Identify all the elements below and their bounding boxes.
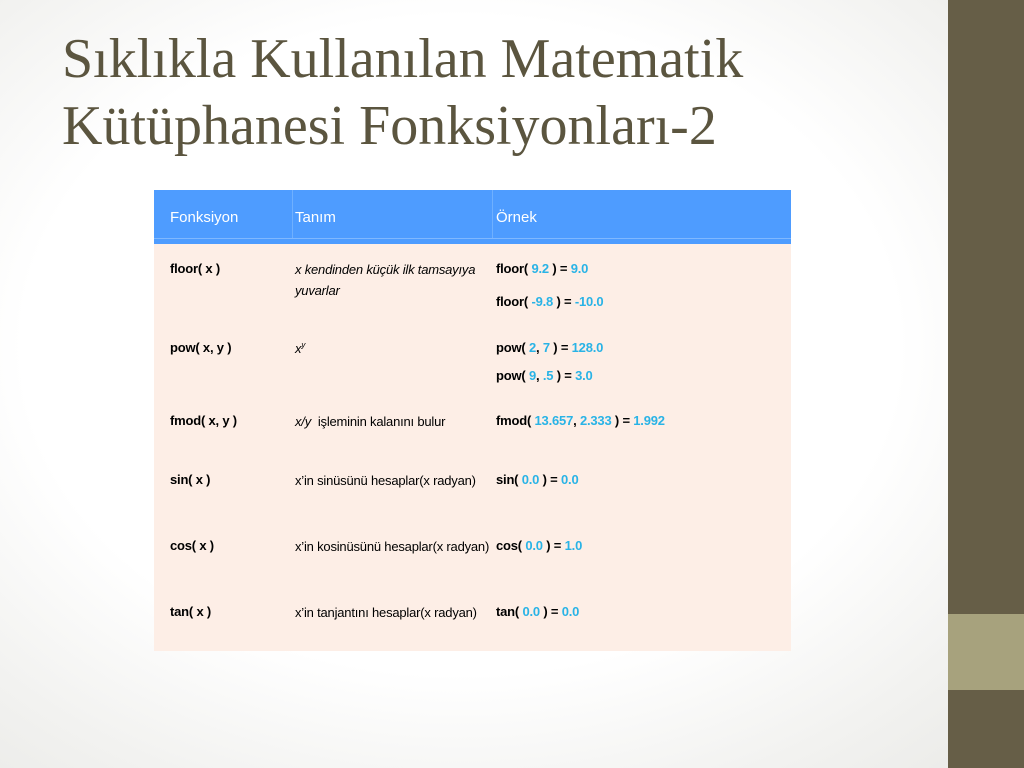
header-tanim: Tanım (295, 209, 336, 226)
header-bottom-line (154, 238, 791, 239)
example-equals: ) = (546, 538, 562, 553)
example-arg: 0.0 (525, 538, 543, 553)
example-equals: ) = (556, 368, 572, 383)
function-name: sin( x ) (170, 472, 211, 487)
slide-title (62, 26, 942, 160)
example-arg: 9.2 (531, 261, 549, 276)
example-arg: 7 (542, 340, 550, 355)
function-name: floor( x ) (170, 261, 220, 276)
math-functions-table (154, 190, 791, 651)
function-name: tan( x ) (170, 604, 212, 619)
function-description (295, 338, 490, 359)
example-prefix: floor( (496, 294, 529, 309)
example-equals: ) = (553, 340, 569, 355)
example-result: 1.0 (564, 538, 583, 553)
example-result: 0.0 (561, 604, 580, 619)
example-arg: .5 (542, 368, 554, 383)
function-name: fmod( x, y ) (170, 413, 237, 428)
example-prefix: floor( (496, 261, 529, 276)
example-arg: -9.8 (531, 294, 554, 309)
power-exponent: y (301, 340, 306, 350)
example-result: 1.992 (633, 413, 665, 428)
description-variable: x/y (295, 414, 312, 429)
example-prefix: pow( (496, 368, 526, 383)
description-text: işleminin kalanını bulur (317, 414, 446, 429)
example-comma: , (535, 368, 540, 383)
example-1 (496, 260, 588, 278)
example-1 (496, 339, 603, 357)
example-arg: 9 (528, 368, 536, 383)
header-fonksiyon: Fonksiyon (170, 209, 239, 226)
example-equals: ) = (543, 604, 559, 619)
example-prefix: fmod( (496, 413, 532, 428)
table-header (154, 190, 791, 244)
function-name: cos( x ) (170, 538, 214, 553)
example-arg: 0.0 (522, 604, 540, 619)
example-equals: ) = (552, 261, 568, 276)
example-arg: 0.0 (521, 472, 540, 487)
function-description: x’in sinüsünü hesaplar(x radyan) (295, 473, 476, 488)
example-comma: , (535, 340, 540, 355)
example-1 (496, 603, 579, 621)
example-comma: , (573, 413, 577, 428)
example-arg: 13.657 (534, 413, 574, 428)
function-description (295, 411, 490, 432)
example-result: 128.0 (571, 340, 604, 355)
example-1 (496, 471, 578, 489)
example-result: 0.0 (561, 472, 579, 487)
function-description: x’in tanjantını hesaplar(x radyan) (295, 605, 477, 620)
header-divider (292, 190, 293, 238)
power-base: x (295, 341, 302, 356)
example-result: 9.0 (570, 261, 589, 276)
example-2 (496, 367, 593, 385)
example-prefix: sin( (496, 472, 519, 487)
header-divider (492, 190, 493, 238)
example-1 (496, 412, 665, 430)
sidebar-accent-block (948, 614, 1024, 690)
slide-title-line-1: Sıklıkla Kullanılan Matematik (62, 28, 744, 90)
function-description: x kendinden küçük ilk tamsayıya yuvarlar (295, 262, 476, 298)
function-name: pow( x, y ) (170, 340, 232, 355)
example-equals: ) = (556, 294, 572, 309)
example-result: -10.0 (574, 294, 604, 309)
example-1 (496, 537, 582, 555)
function-description: x’in kosinüsünü hesaplar(x radyan) (295, 539, 490, 554)
example-equals: ) = (542, 472, 558, 487)
example-prefix: cos( (496, 538, 522, 553)
example-prefix: pow( (496, 340, 526, 355)
header-ornek: Örnek (496, 209, 537, 226)
example-equals: ) = (614, 413, 630, 428)
example-prefix: tan( (496, 604, 520, 619)
example-arg: 2.333 (579, 413, 612, 428)
example-2 (496, 293, 603, 311)
example-result: 3.0 (575, 368, 593, 383)
slide-title-line-2: Kütüphanesi Fonksiyonları-2 (62, 95, 717, 157)
example-arg: 2 (528, 340, 536, 355)
